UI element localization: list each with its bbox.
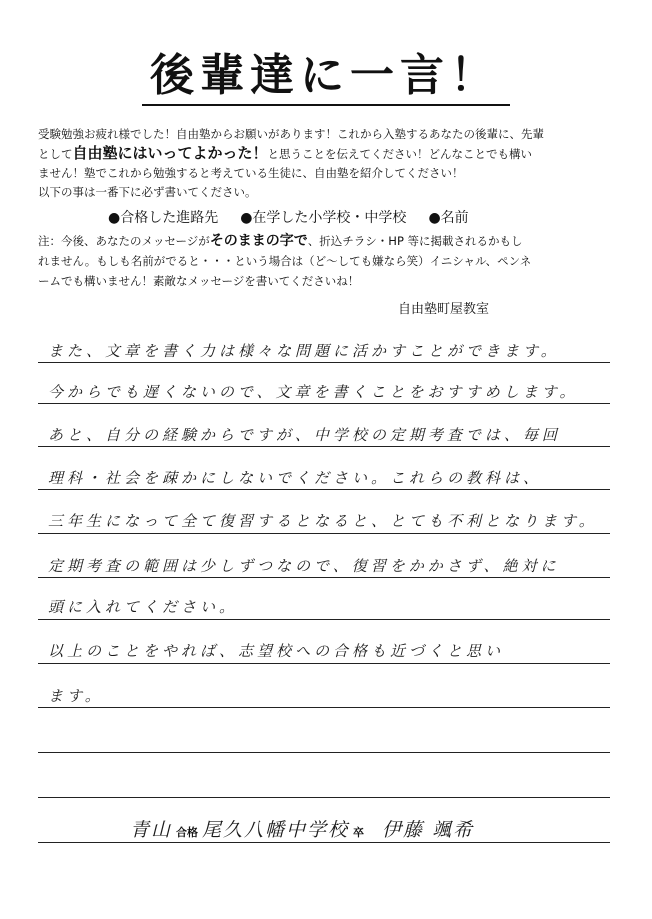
message-line: 以上のことをやれば、志望校への合格も近づくと思い (48, 642, 505, 660)
school-name: 自由塾町屋教室 (398, 302, 490, 317)
message-line: あと、自分の経験からですが、中学校の定期考査では、毎回 (48, 426, 561, 444)
ruled-line (38, 446, 610, 447)
note-fragment: 、折込チラシ・HP 等に掲載されるかもし (307, 234, 523, 248)
intro-text (38, 125, 628, 202)
ruled-line (38, 663, 610, 664)
intro-highlight: 自由塾にはいってよかった！ (72, 144, 268, 162)
admitted-school: 青山 (130, 819, 173, 841)
note-line (38, 231, 628, 251)
message-line: 今からでも遅くないので、文章を書くことをおすすめします。 (48, 383, 579, 401)
page-title: 後輩達に一言！ (150, 50, 500, 101)
intro-line: 以下の事は一番下に必ず書いてください。 (38, 185, 257, 199)
note-line: れません。もしも名前がでると・・・という場合は（ど～しても嫌なら笑）イニシャル、ペンネ (38, 254, 532, 268)
message-line: 理科・社会を疎かにしないでください。これらの教科は、 (48, 469, 543, 487)
ruled-line (38, 707, 610, 708)
intro-line: ません！塾でこれから勉強すると考えている生徒に、自由塾を紹介してください！ (38, 166, 464, 180)
requirement-item: ●在学した小学校・中学校 (240, 210, 407, 226)
graduated-label: 卒 (353, 826, 365, 839)
ruled-line (38, 533, 610, 534)
requirement-item: ●名前 (428, 210, 469, 226)
intro-fragment: として (38, 147, 73, 161)
ruled-line (38, 577, 610, 578)
ruled-line (38, 362, 610, 363)
ruled-line (38, 403, 610, 404)
message-line: 三年生になって全て復習するとなると、とても不利となります。 (48, 512, 598, 530)
ruled-line (38, 797, 610, 798)
message-line: 頭に入れてください。 (48, 598, 239, 616)
ruled-line (38, 752, 610, 753)
middle-school: 尾久八幡中学校 (202, 819, 350, 841)
intro-fragment: と思うことを伝えてください！どんなことでも構い (267, 147, 533, 161)
title-underline (142, 104, 510, 106)
requirements-list (108, 207, 608, 227)
student-name: 伊藤 颯希 (382, 819, 475, 841)
ruled-line (38, 489, 610, 490)
signature-row (110, 812, 474, 842)
ruled-line (38, 842, 610, 843)
message-line: ます。 (48, 687, 104, 705)
note-fragment: 注：今後、あなたのメッセージが (38, 234, 210, 248)
note-line: ームでも構いません！素敵なメッセージを書いてくださいね！ (38, 274, 360, 288)
passed-label: 合格 (176, 826, 199, 839)
note-emphasis: そのままの字で (209, 233, 308, 249)
message-line: また、文章を書く力は様々な問題に活かすことができます。 (48, 342, 560, 360)
requirement-item: ●合格した進路先 (108, 210, 219, 226)
intro-line (38, 144, 628, 164)
message-line: 定期考査の範囲は少しずつなので、復習をかかさず、絶対に (48, 557, 560, 575)
intro-line: 受験勉強お疲れ様でした！自由塾からお願いがあります！これから入塾するあなたの後輩に、先輩 (38, 127, 544, 141)
note-text (38, 231, 628, 291)
ruled-line (38, 619, 610, 620)
